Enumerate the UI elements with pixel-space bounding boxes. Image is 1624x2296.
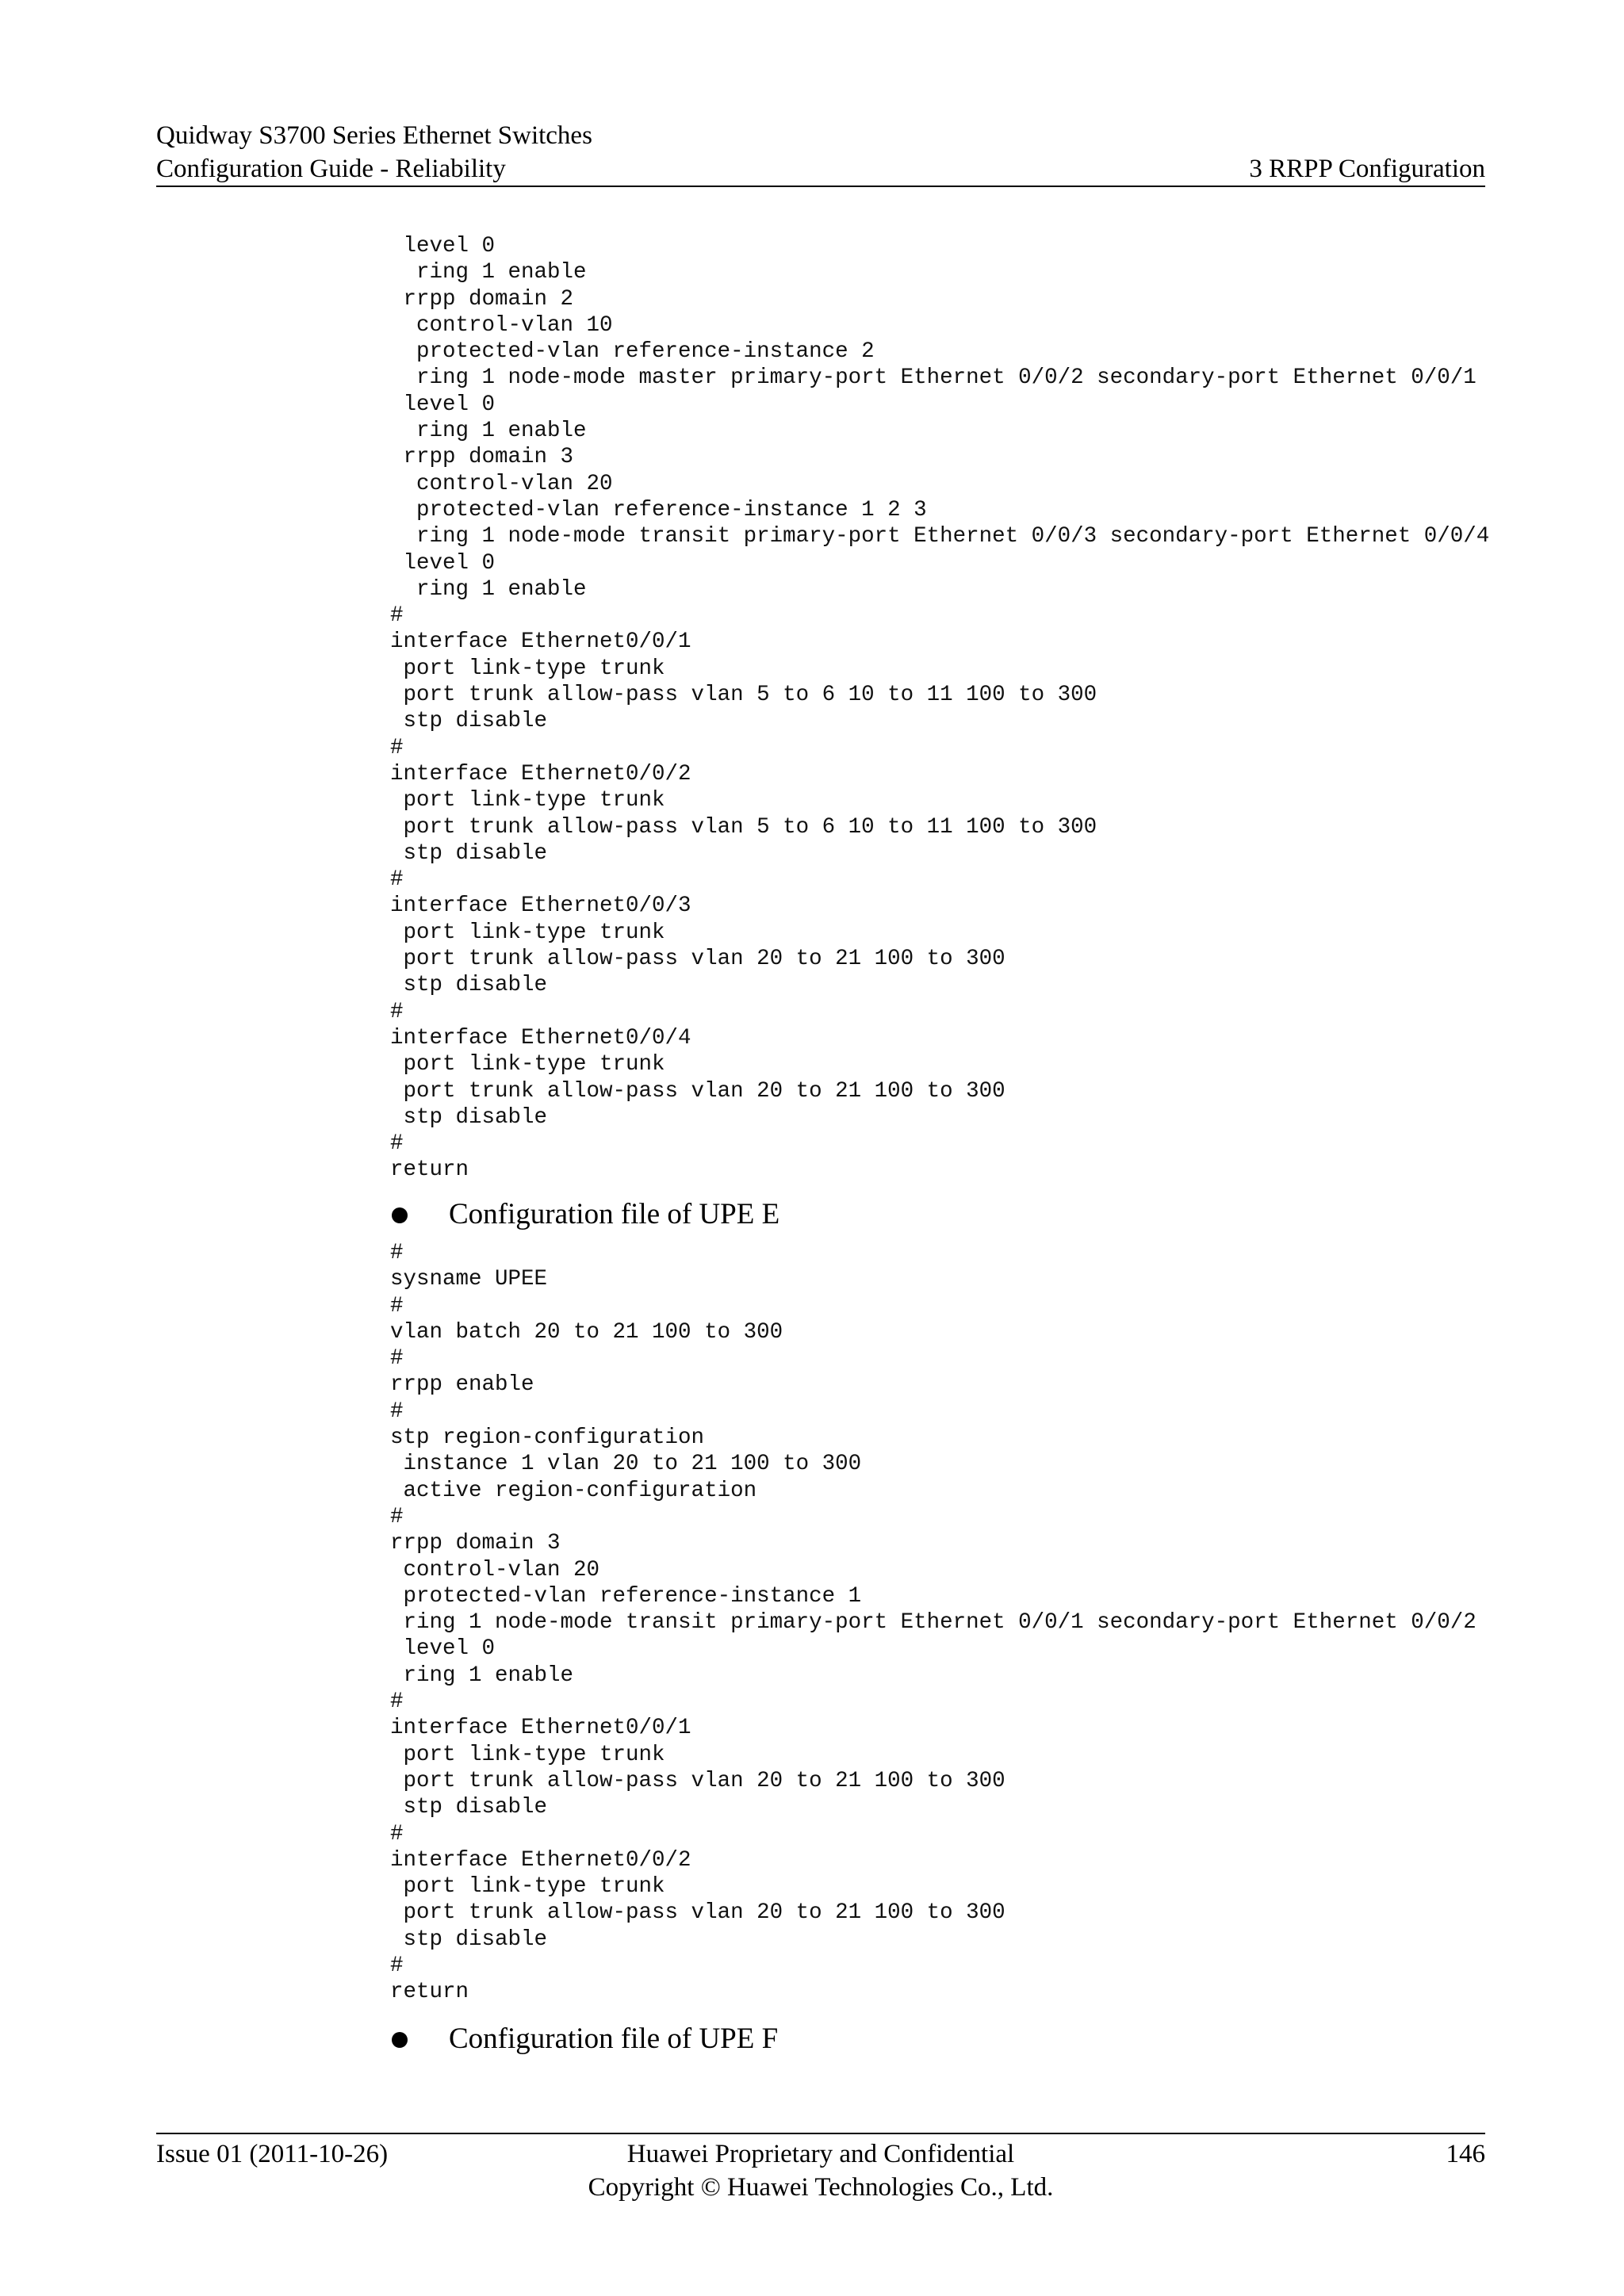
footer-issue: Issue 01 (2011-10-26) [156, 2140, 389, 2168]
bullet-dot-icon [392, 2032, 408, 2048]
footer-page-number: 146 [1446, 2140, 1485, 2168]
code-block-upe-e: # sysname UPEE # vlan batch 20 to 21 100 to 300 # rrpp enable # stp region-configuration instance 1 vlan 20 to 21 100 to 300 active region-configuration # rrpp domain 3 control-vlan 20 protected-vlan reference-instance 1 ring 1 node-mode transit primary-port Ethernet 0/0/1 secondary-port Ethernet 0/0/2 level 0 ring 1 enable # interface Ethernet0/0/1 port link-type trunk port trunk allow-pass vlan 20 to 21 100 to 300 stp disable # interface Ethernet0/0/2 port link-type trunk port trunk allow-pass vlan 20 to 21 100 to 300 stp disable # return [390, 1241, 1477, 2005]
page-header [156, 119, 1485, 187]
header-chapter-title: 3 RRPP Configuration [1249, 155, 1485, 183]
code-block-upe-d-continued: level 0 ring 1 enable rrpp domain 2 control-vlan 10 protected-vlan reference-instance 2 ring 1 node-mode master primary-port Ethernet 0/0/2 secondary-port Ethernet 0/0/1 level 0 ring 1 enable rrpp domain 3 control-vlan 20 protected-vlan reference-instance 1 2 3 ring 1 node-mode transit primary-port Ethernet 0/0/3 secondary-port Ethernet 0/0/4 level 0 ring 1 enable # interface Ethernet0/0/1 port link-type trunk port trunk allow-pass vlan 5 to 6 10 to 11 100 to 300 stp disable # interface Ethernet0/0/2 port link-type trunk port trunk allow-pass vlan 5 to 6 10 to 11 100 to 300 stp disable # interface Ethernet0/0/3 port link-type trunk port trunk allow-pass vlan 20 to 21 100 to 300 stp disable # interface Ethernet0/0/4 port link-type trunk port trunk allow-pass vlan 20 to 21 100 to 300 stp disable # return [390, 234, 1490, 1183]
footer-copyright: Copyright © Huawei Technologies Co., Ltd. [588, 2173, 1054, 2202]
header-guide-title: Configuration Guide - Reliability [156, 155, 506, 183]
footer-confidential: Huawei Proprietary and Confidential [626, 2140, 1015, 2168]
bullet-dot-icon [392, 1207, 408, 1223]
page-footer [156, 2133, 1485, 2202]
bullet-text-upe-f: Configuration file of UPE F [449, 2022, 779, 2055]
footer-center-text [156, 2137, 1485, 2204]
bullet-text-upe-e: Configuration file of UPE E [449, 1198, 780, 1230]
header-product-title: Quidway S3700 Series Ethernet Switches [156, 121, 592, 150]
